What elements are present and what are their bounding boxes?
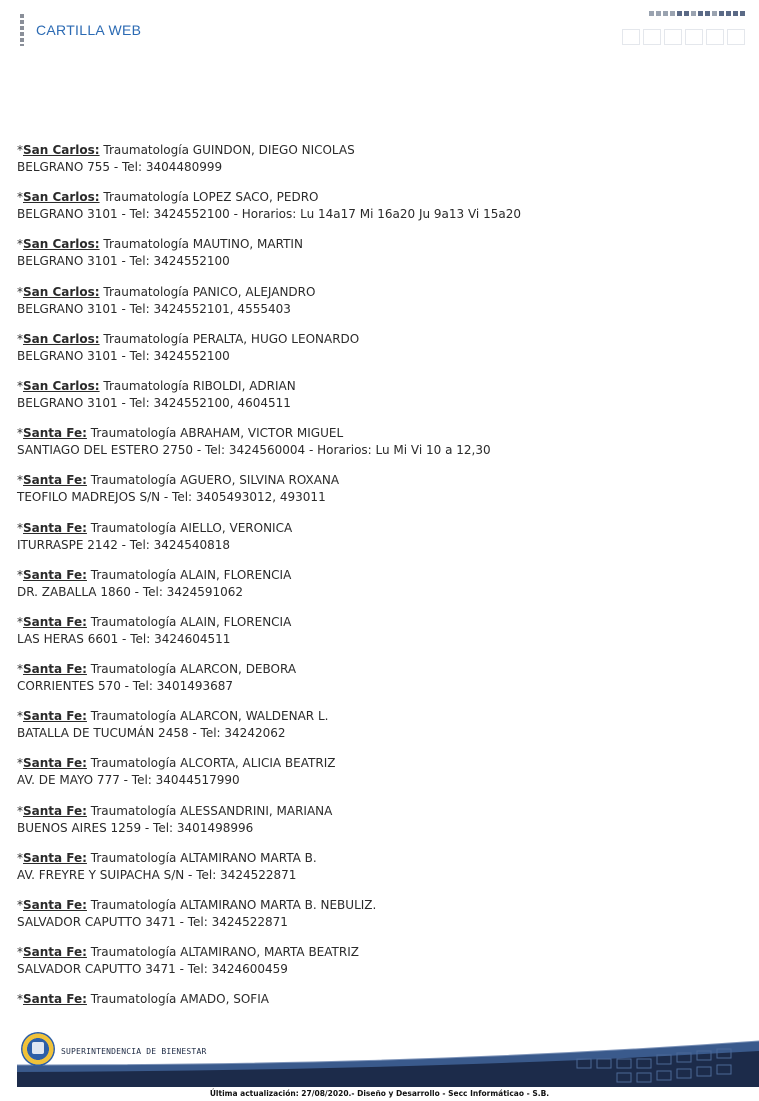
specialty: Traumatología [90, 520, 177, 535]
list-item [17, 520, 737, 567]
provider-name: ALTAMIRANO MARTA B. [180, 850, 317, 865]
city-label: Santa Fe: [23, 520, 87, 535]
specialty: Traumatología [103, 190, 189, 205]
provider-list [17, 142, 737, 1039]
specialty: Traumatología [90, 803, 177, 818]
city-label: Santa Fe: [23, 898, 87, 912]
page-header [0, 0, 759, 60]
provider-address: CORRIENTES 570 - Tel: 3401493687 [17, 679, 234, 694]
provider-name: ALCORTA, ALICIA BEATRIZ [180, 756, 336, 771]
list-item [17, 189, 737, 236]
provider-name: AGUERO, SILVINA ROXANA [180, 473, 340, 488]
specialty: Traumatología [90, 567, 177, 582]
provider-address: BELGRANO 3101 - Tel: 3424552100 [17, 348, 230, 363]
specialty: Traumatología [90, 992, 177, 1007]
city-label: San Carlos: [23, 190, 100, 205]
list-item [17, 614, 737, 661]
provider-address: BUENOS AIRES 1259 - Tel: 3401498996 [17, 820, 254, 835]
provider-address: AV. FREYRE Y SUIPACHA S/N - Tel: 3424522871 [17, 867, 297, 882]
provider-name: ALAIN, FLORENCIA [180, 567, 292, 582]
provider-line: *Santa Fe: Traumatología AGUERO, SILVINA ROXANA [17, 473, 340, 488]
list-item [17, 284, 737, 331]
provider-name: AIELLO, VERONICA [180, 520, 293, 535]
specialty: Traumatología [90, 898, 177, 912]
city-label: Santa Fe: [23, 426, 87, 441]
provider-address: ITURRASPE 2142 - Tel: 3424540818 [17, 537, 231, 552]
specialty: Traumatología [90, 850, 177, 865]
provider-name: PANICO, ALEJANDRO [192, 284, 316, 299]
provider-line: *San Carlos: Traumatología LOPEZ SACO, PEDRO [17, 190, 319, 205]
brand-logo-icon [20, 14, 24, 46]
city-label: Santa Fe: [23, 756, 87, 771]
city-label: San Carlos: [23, 378, 100, 393]
city-label: San Carlos: [23, 284, 100, 299]
list-item [17, 236, 737, 283]
pixel-decoration [625, 11, 745, 47]
city-label: San Carlos: [23, 143, 100, 157]
list-item [17, 897, 737, 944]
specialty: Traumatología [103, 237, 189, 252]
provider-address: BELGRANO 3101 - Tel: 3424552100 - Horarios: Lu 14a17 Mi 16a20 Ju 9a13 Vi 15a20 [17, 207, 521, 222]
list-item [17, 850, 737, 897]
provider-address: BATALLA DE TUCUMÁN 2458 - Tel: 34242062 [17, 726, 286, 741]
list-item [17, 472, 737, 519]
provider-line: *Santa Fe: Traumatología ALTAMIRANO, MARTA BEATRIZ [17, 945, 359, 960]
provider-line: *Santa Fe: Traumatología ALARCON, DEBORA [17, 662, 297, 677]
city-label: Santa Fe: [23, 850, 87, 865]
provider-name: MAUTINO, MARTIN [192, 237, 303, 252]
provider-line: *Santa Fe: Traumatología ALAIN, FLORENCIA [17, 614, 292, 629]
list-item [17, 661, 737, 708]
specialty: Traumatología [90, 473, 177, 488]
provider-line: *Santa Fe: Traumatología ALTAMIRANO MARTA B. NEBULIZ. [17, 898, 377, 912]
provider-address: SANTIAGO DEL ESTERO 2750 - Tel: 3424560004 - Horarios: Lu Mi Vi 10 a 12,30 [17, 443, 491, 458]
list-item [17, 567, 737, 614]
provider-name: ALTAMIRANO, MARTA BEATRIZ [180, 945, 359, 960]
provider-line: *San Carlos: Traumatología RIBOLDI, ADRIAN [17, 378, 296, 393]
provider-line: *Santa Fe: Traumatología ALAIN, FLORENCIA [17, 567, 292, 582]
provider-name: ALAIN, FLORENCIA [180, 614, 292, 629]
specialty: Traumatología [90, 426, 177, 441]
provider-line: *San Carlos: Traumatología MAUTINO, MARTIN [17, 237, 303, 252]
specialty: Traumatología [103, 378, 189, 393]
provider-address: BELGRANO 3101 - Tel: 3424552101, 4555403 [17, 301, 291, 316]
provider-address: DR. ZABALLA 1860 - Tel: 3424591062 [17, 584, 244, 599]
provider-address: BELGRANO 3101 - Tel: 3424552100 [17, 254, 230, 269]
city-label: San Carlos: [23, 237, 100, 252]
provider-name: ALARCON, WALDENAR L. [180, 709, 329, 724]
provider-line: *Santa Fe: Traumatología ABRAHAM, VICTOR MIGUEL [17, 426, 344, 441]
provider-address: SALVADOR CAPUTTO 3471 - Tel: 3424600459 [17, 962, 288, 977]
provider-name: ALESSANDRINI, MARIANA [180, 803, 333, 818]
specialty: Traumatología [103, 331, 189, 346]
provider-name: AMADO, SOFIA [180, 992, 269, 1007]
city-label: San Carlos: [23, 331, 100, 346]
provider-address: BELGRANO 3101 - Tel: 3424552100, 4604511 [17, 395, 291, 410]
specialty: Traumatología [103, 143, 189, 157]
provider-name: GUINDON, DIEGO NICOLAS [192, 143, 355, 157]
provider-name: LOPEZ SACO, PEDRO [192, 190, 319, 205]
provider-name: RIBOLDI, ADRIAN [192, 378, 296, 393]
page-footer [0, 1025, 759, 1101]
provider-line: *Santa Fe: Traumatología ALCORTA, ALICIA BEATRIZ [17, 756, 336, 771]
city-label: Santa Fe: [23, 614, 87, 629]
provider-line: *Santa Fe: Traumatología ALESSANDRINI, MARIANA [17, 803, 333, 818]
provider-address: AV. DE MAYO 777 - Tel: 34044517990 [17, 773, 240, 788]
provider-name: ABRAHAM, VICTOR MIGUEL [180, 426, 344, 441]
list-item [17, 378, 737, 425]
provider-name: ALARCON, DEBORA [180, 662, 297, 677]
specialty: Traumatología [90, 756, 177, 771]
list-item [17, 708, 737, 755]
city-label: Santa Fe: [23, 567, 87, 582]
provider-line: *San Carlos: Traumatología GUINDON, DIEGO NICOLAS [17, 143, 355, 157]
provider-line: *San Carlos: Traumatología PERALTA, HUGO LEONARDO [17, 331, 360, 346]
last-updated: Última actualización: 27/08/2020.- Diseño y Desarrollo - Secc Informáticao - S.B. [209, 1089, 550, 1098]
specialty: Traumatología [103, 284, 189, 299]
organization-name: SUPERINTENDENCIA DE BIENESTAR [61, 1047, 207, 1056]
provider-address: LAS HERAS 6601 - Tel: 3424604511 [17, 631, 231, 646]
list-item [17, 755, 737, 802]
provider-name: PERALTA, HUGO LEONARDO [192, 331, 360, 346]
list-item [17, 331, 737, 378]
city-label: Santa Fe: [23, 945, 87, 960]
organization-seal-icon [21, 1032, 55, 1066]
list-item [17, 142, 737, 189]
provider-line: *Santa Fe: Traumatología ALARCON, WALDENAR L. [17, 709, 329, 724]
provider-name: ALTAMIRANO MARTA B. NEBULIZ. [180, 898, 377, 912]
provider-line: *Santa Fe: Traumatología AMADO, SOFIA [17, 992, 269, 1007]
city-label: Santa Fe: [23, 709, 87, 724]
list-item [17, 803, 737, 850]
provider-line: *Santa Fe: Traumatología AIELLO, VERONICA [17, 520, 293, 535]
provider-line: *Santa Fe: Traumatología ALTAMIRANO MARTA B. [17, 850, 317, 865]
provider-address: BELGRANO 755 - Tel: 3404480999 [17, 160, 223, 174]
city-label: Santa Fe: [23, 803, 87, 818]
list-item [17, 425, 737, 472]
specialty: Traumatología [90, 945, 177, 960]
list-item [17, 944, 737, 991]
specialty: Traumatología [90, 614, 177, 629]
city-label: Santa Fe: [23, 473, 87, 488]
specialty: Traumatología [90, 662, 177, 677]
city-label: Santa Fe: [23, 662, 87, 677]
brand-title: CARTILLA WEB [36, 22, 142, 38]
provider-address: TEOFILO MADREJOS S/N - Tel: 3405493012, 493011 [17, 490, 326, 505]
city-label: Santa Fe: [23, 992, 87, 1007]
provider-line: *San Carlos: Traumatología PANICO, ALEJANDRO [17, 284, 316, 299]
provider-address: SALVADOR CAPUTTO 3471 - Tel: 3424522871 [17, 915, 288, 929]
specialty: Traumatología [90, 709, 177, 724]
